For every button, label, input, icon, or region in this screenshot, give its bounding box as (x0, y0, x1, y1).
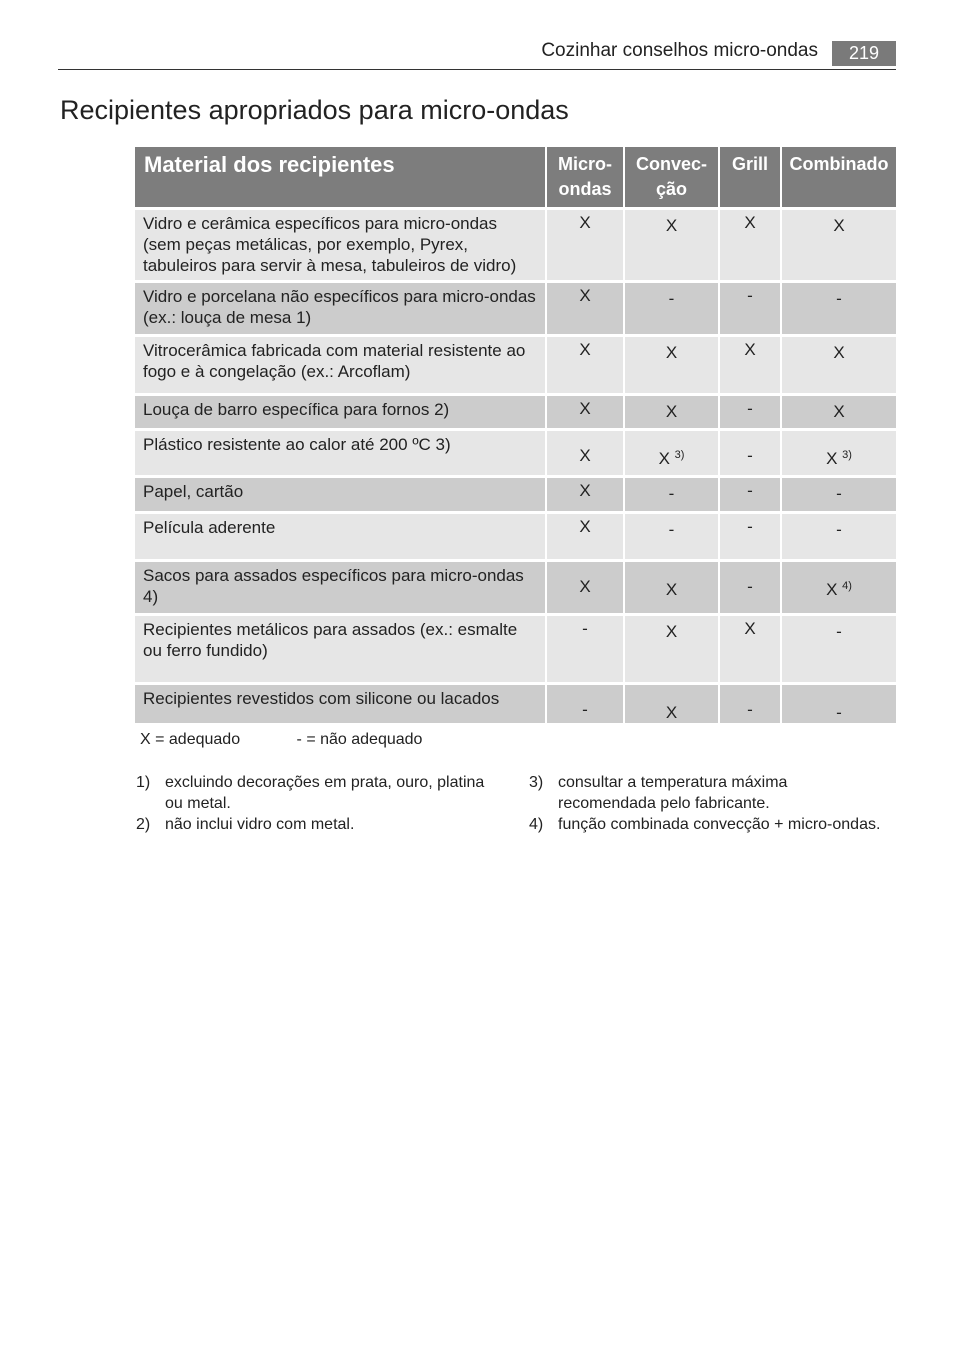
header-grill: Grill (720, 147, 782, 207)
microondas-cell: X (547, 514, 625, 559)
grill-cell: X (720, 210, 782, 280)
grill-cell: - (720, 562, 782, 613)
header-combinado: Combinado (782, 147, 896, 207)
material-cell: Recipientes revestidos com silicone ou lacados (135, 685, 547, 723)
conveccao-cell: X (625, 616, 720, 682)
microondas-cell: X (547, 431, 625, 475)
material-cell: Película aderente (135, 514, 547, 559)
combinado-cell: X $^{4)}$ (782, 562, 896, 613)
grill-cell: - (720, 283, 782, 334)
combinado-cell: - (782, 616, 896, 682)
table-row (135, 562, 896, 613)
microondas-cell: - (547, 685, 625, 723)
grill-cell: - (720, 431, 782, 475)
table-row (135, 616, 896, 682)
microondas-cell: X (547, 562, 625, 613)
containers-table (135, 147, 896, 726)
microondas-cell: - (547, 616, 625, 682)
material-cell: Sacos para assados específicos para micro-ondas 4) (135, 562, 547, 613)
conveccao-cell: X (625, 685, 720, 723)
table-row (135, 396, 896, 428)
combinado-cell: X (782, 396, 896, 428)
table-row (135, 337, 896, 393)
footnotes-right (529, 772, 899, 835)
combinado-cell: - (782, 685, 896, 723)
running-header (58, 38, 896, 70)
legend-unsuitable: - = não adequado (296, 731, 423, 748)
conveccao-cell: X (625, 337, 720, 393)
footnotes-left (136, 772, 516, 835)
footnote: 3) consultar a temperatura máxima recomendada pelo fabricante. (529, 774, 788, 812)
material-cell: Recipientes metálicos para assados (ex.: esmalte ou ferro fundido) (135, 616, 547, 682)
conveccao-cell: X (625, 210, 720, 280)
material-cell: Vidro e cerâmica específicos para micro-ondas (sem peças metálicas, por exemplo, Pyrex, tabuleiros para servir à mesa, tabuleiros de vidro) (135, 210, 547, 280)
combinado-cell: X (782, 210, 896, 280)
page-number: 219 (832, 41, 896, 66)
material-cell: Vitrocerâmica fabricada com material resistente ao fogo e à congelação (ex.: Arcoflam) (135, 337, 547, 393)
material-cell: Plástico resistente ao calor até 200 ºC 3) (135, 431, 547, 475)
footnote: 2) não inclui vidro com metal. (136, 816, 355, 833)
legend (140, 731, 422, 749)
table-header-row (135, 147, 896, 207)
conveccao-cell: X (625, 396, 720, 428)
material-cell: Louça de barro específica para fornos 2) (135, 396, 547, 428)
combinado-cell: - (782, 478, 896, 511)
conveccao-cell: X $^{3)}$ (625, 431, 720, 475)
table-row (135, 514, 896, 559)
microondas-cell: X (547, 210, 625, 280)
section-title: Cozinhar conselhos micro-ondas (541, 40, 818, 61)
microondas-cell: X (547, 478, 625, 511)
combinado-cell: X $^{3)}$ (782, 431, 896, 475)
grill-cell: - (720, 685, 782, 723)
material-cell: Papel, cartão (135, 478, 547, 511)
combinado-cell: - (782, 514, 896, 559)
material-cell: Vidro e porcelana não específicos para micro-ondas (ex.: louça de mesa 1) (135, 283, 547, 334)
combinado-cell: - (782, 283, 896, 334)
legend-suitable: X = adequado (140, 731, 241, 748)
footnote: 4) função combinada convecção + micro-ondas. (529, 816, 881, 833)
page-title: Recipientes apropriados para micro-ondas (60, 95, 569, 125)
conveccao-cell: - (625, 478, 720, 511)
table-row (135, 478, 896, 511)
conveccao-cell: - (625, 283, 720, 334)
microondas-cell: X (547, 396, 625, 428)
header-microondas: Micro- ondas (547, 147, 625, 207)
grill-cell: - (720, 396, 782, 428)
table-row (135, 283, 896, 334)
header-material: Material dos recipientes (135, 147, 547, 207)
footnote: 1) excluindo decorações em prata, ouro, platina ou metal. (136, 774, 485, 812)
grill-cell: X (720, 616, 782, 682)
grill-cell: X (720, 337, 782, 393)
conveccao-cell: X (625, 562, 720, 613)
table-row (135, 685, 896, 723)
microondas-cell: X (547, 283, 625, 334)
table-row (135, 210, 896, 280)
microondas-cell: X (547, 337, 625, 393)
grill-cell: - (720, 478, 782, 511)
conveccao-cell: - (625, 514, 720, 559)
header-conveccao: Convec- ção (625, 147, 720, 207)
grill-cell: - (720, 514, 782, 559)
combinado-cell: X (782, 337, 896, 393)
table-row (135, 431, 896, 475)
